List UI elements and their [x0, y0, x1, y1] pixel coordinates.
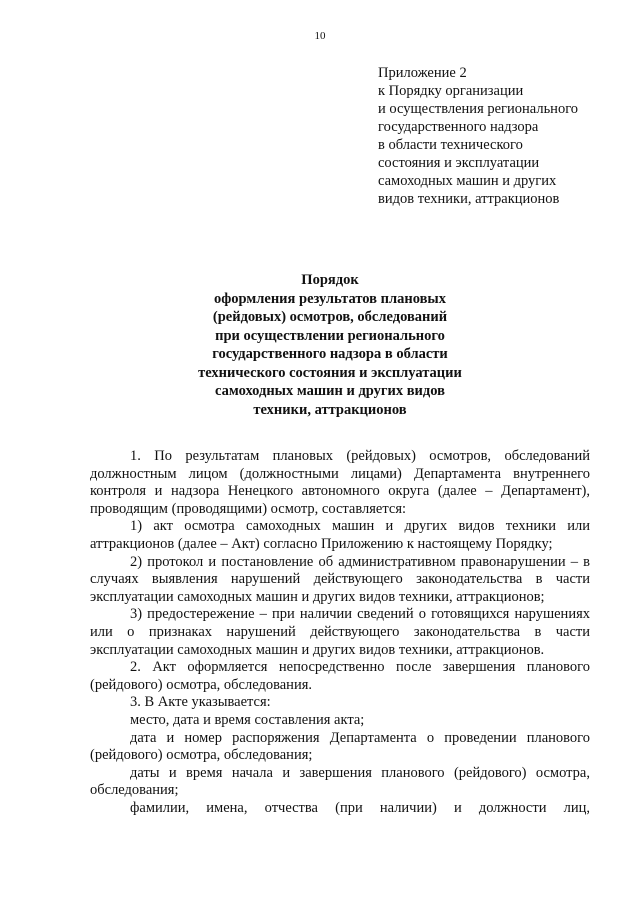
appendix-line: состояния и эксплуатации: [378, 155, 540, 171]
paragraph-1-item-2: 2) протокол и постановление об административном правонарушении – в случаях выявления нарушений действующего законодательства в части эксплуатации самоходных машин и других видов техники, аттракционов;: [90, 553, 590, 605]
paragraph-3: 3. В Акте указывается:: [130, 694, 271, 711]
page-number: 10: [314, 30, 326, 42]
document-title: [120, 271, 540, 419]
appendix-line: самоходных машин и других: [378, 173, 557, 189]
paragraph-1-item-1: 1) акт осмотра самоходных машин и других видов техники или аттракционов (далее – Акт) согласно Приложению к настоящему Порядку;: [90, 518, 590, 552]
title-line: технического состояния и эксплуатации: [198, 364, 462, 381]
title-line: государственного надзора в области: [212, 346, 448, 362]
paragraph-1-item-3: 3) предостережение – при наличии сведений о готовящихся нарушениях или о признаках нарушений действующего законодательства в части эксплуатации самоходных машин и других видов техники, аттракционов.: [90, 606, 590, 658]
title-line: техники, аттракционов: [253, 401, 407, 418]
title-line: оформления результатов плановых: [214, 290, 446, 307]
appendix-line: видов техники, аттракционов: [378, 191, 560, 207]
appendix-line: в области технического: [378, 137, 523, 153]
paragraph-2: 2. Акт оформляется непосредственно после завершения планового (рейдового) осмотра, обследования.: [90, 659, 590, 693]
paragraph-3-item: даты и время начала и завершения планового (рейдового) осмотра, обследования;: [90, 764, 590, 799]
title-line: при осуществлении регионального: [215, 327, 445, 344]
appendix-line: к Порядку организации: [378, 83, 524, 99]
appendix-line: и осуществления регионального: [378, 101, 579, 117]
paragraph-3-item: фамилии, имена, отчества (при наличии) и должности лиц,: [130, 799, 590, 816]
paragraph-3-item: место, дата и время составления акта;: [130, 711, 365, 728]
appendix-block: [378, 64, 628, 208]
paragraph-3-item: дата и номер распоряжения Департамента о проведении планового (рейдового) осмотра, обследования;: [90, 729, 590, 764]
appendix-line: Приложение 2: [378, 65, 467, 81]
document-body: [90, 448, 590, 817]
title-line: самоходных машин и других видов: [215, 383, 445, 399]
paragraph-1: 1. По результатам плановых (рейдовых) осмотров, обследований должностным лицом (должностными лицами) Департамента внутреннего контроля и надзора Ненецкого автономного округа (далее – Департамент), проводящим (проводящими) осмотр, составляется:: [90, 448, 590, 517]
appendix-line: государственного надзора: [378, 119, 539, 135]
title-line: (рейдовых) осмотров, обследований: [212, 309, 448, 325]
title-line: Порядок: [301, 272, 359, 288]
